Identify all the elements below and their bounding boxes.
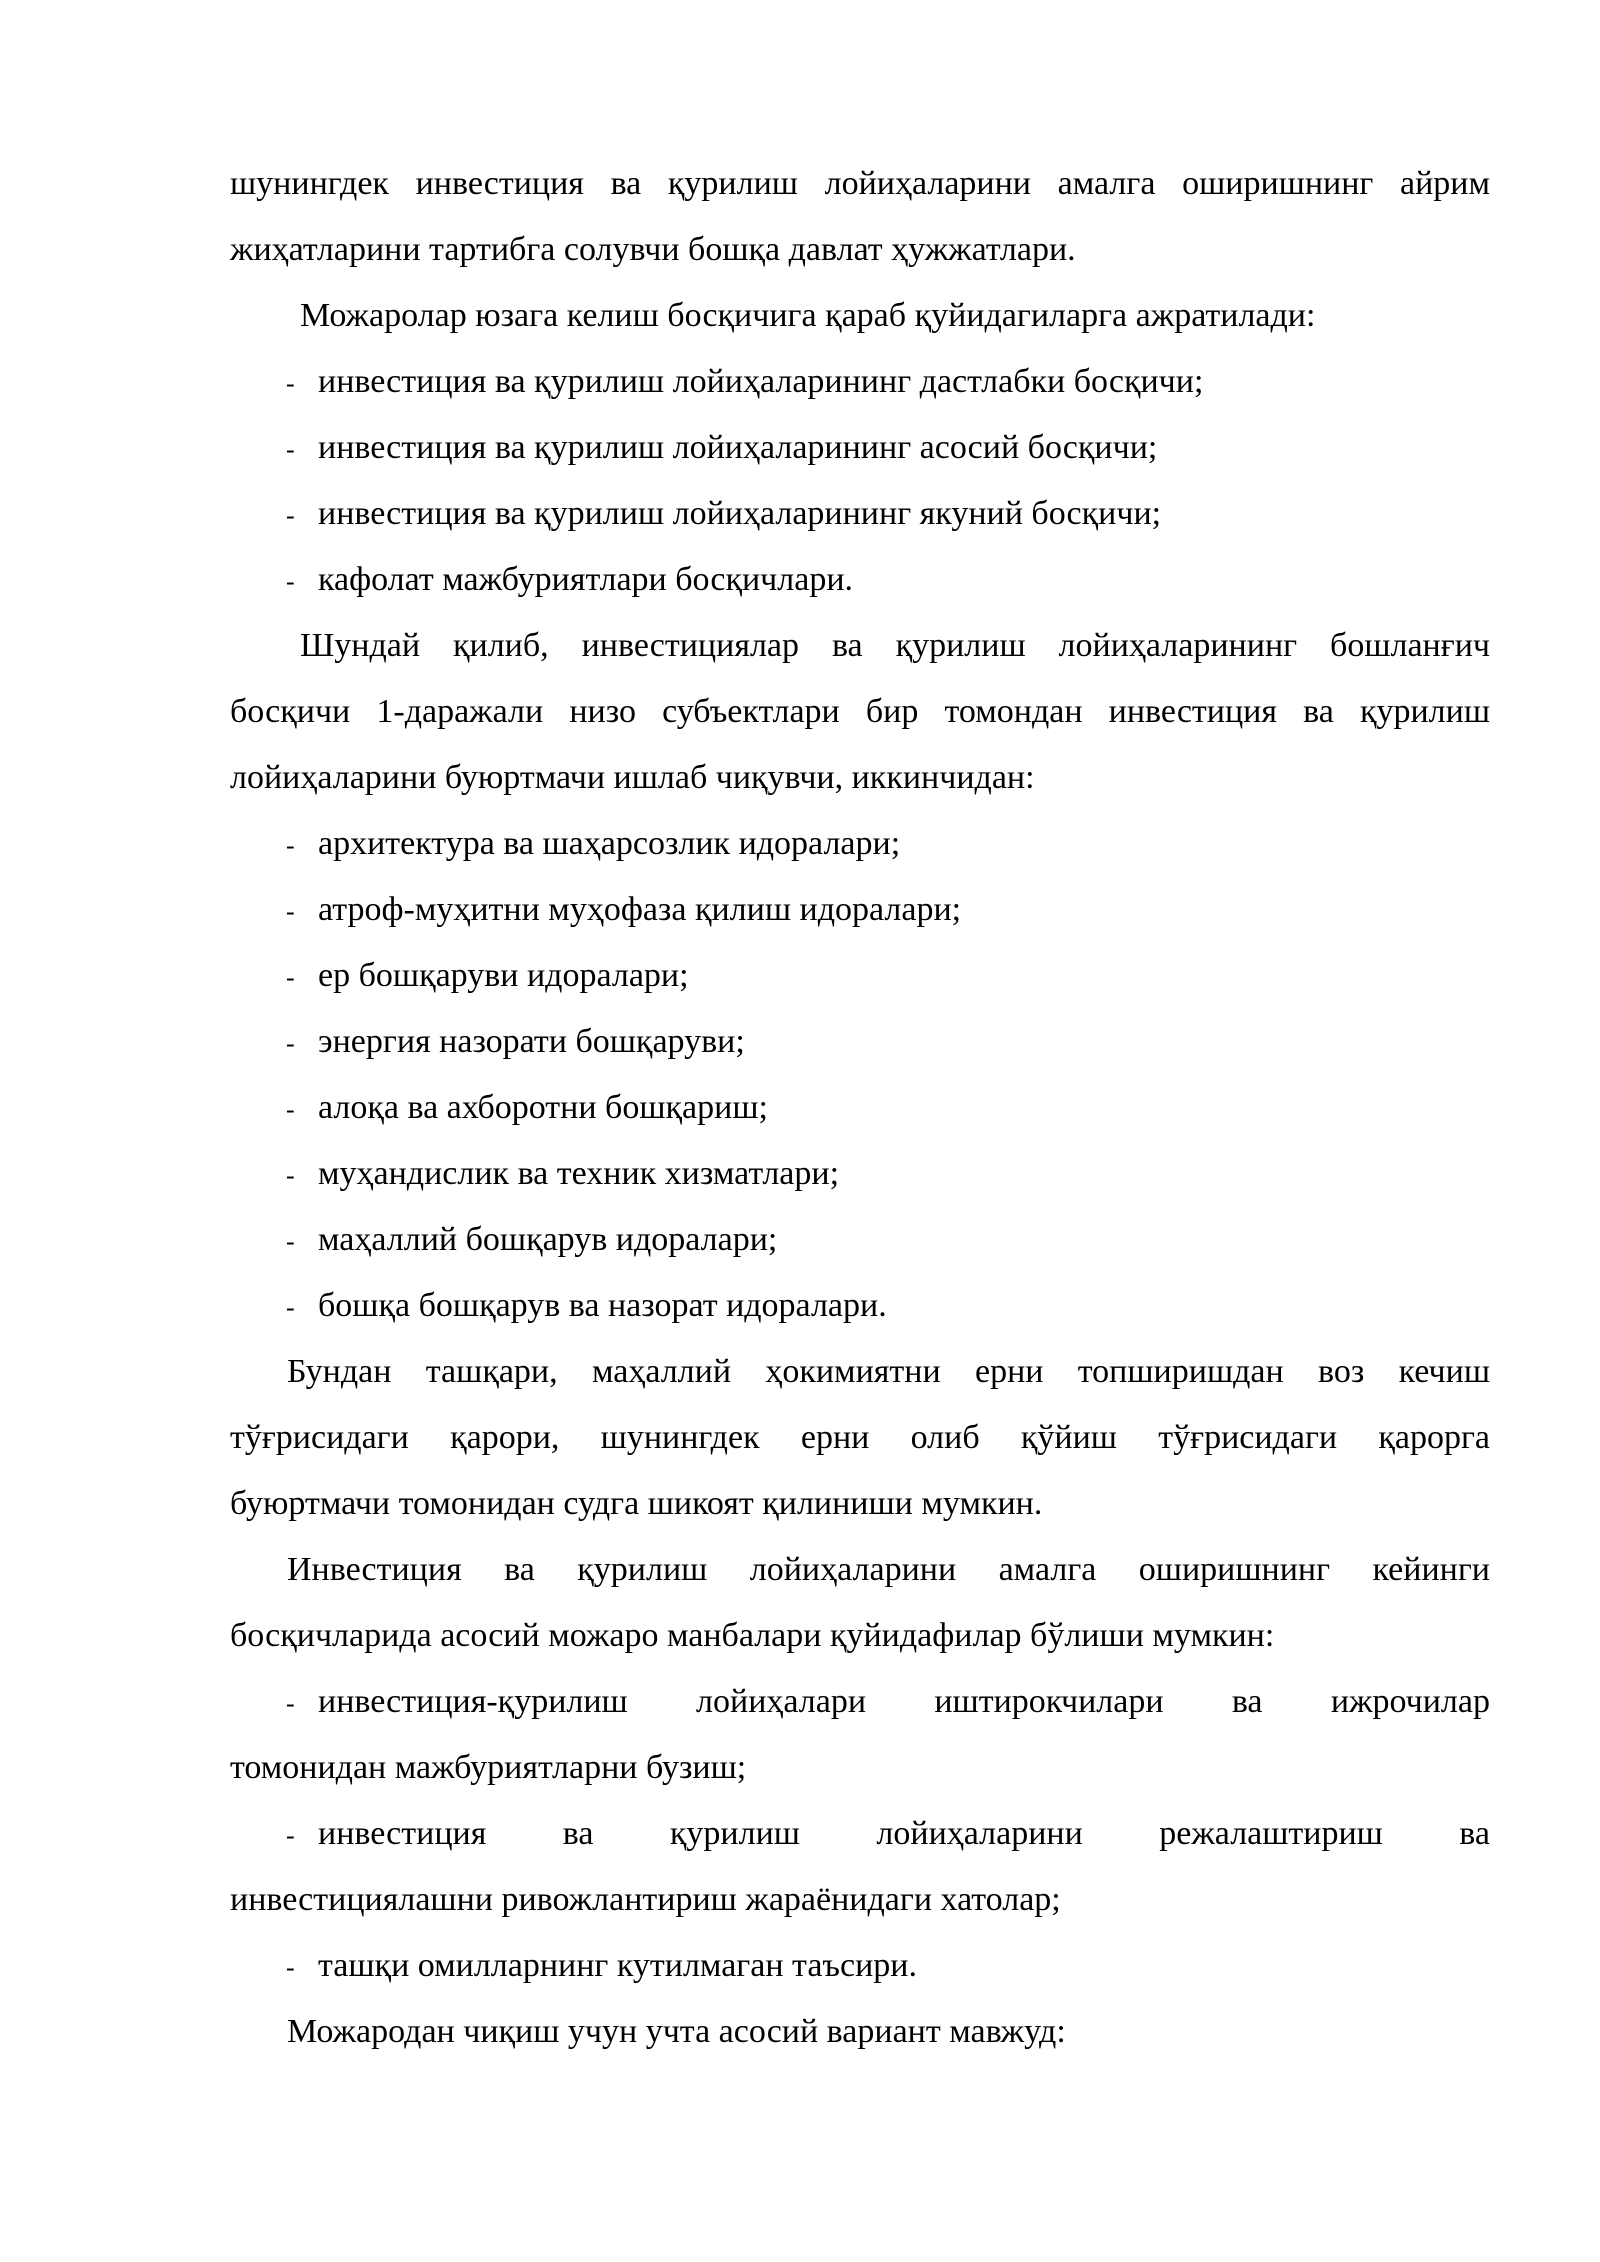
- list-item-text: инвестиция ва қурилиш лойиҳаларини режалаштириш ва: [318, 1815, 1490, 1852]
- list-item-text: бошқа бошқарув ва назорат идоралари.: [318, 1287, 887, 1324]
- list-item-text: муҳандислик ва техник хизматлари;: [318, 1155, 840, 1192]
- paragraph-line: Бундан ташқари, маҳаллий ҳокимиятни ерни топширишдан воз кечиш: [287, 1353, 1490, 1390]
- bullet-marker: -: [286, 1227, 295, 1256]
- list-item-text: инвестиция-қурилиш лойиҳалари иштирокчилари ва ижрочилар: [318, 1683, 1490, 1720]
- list-item: [230, 1141, 1490, 1207]
- list-item-text: алоқа ва ахборотни бошқариш;: [318, 1089, 768, 1126]
- list-item-text: инвестиция ва қурилиш лойиҳаларининг дастлабки босқичи;: [318, 363, 1204, 400]
- list-item-text: кафолат мажбуриятлари босқичлари.: [318, 561, 854, 598]
- bullet-marker: -: [286, 1095, 295, 1124]
- paragraph-line: буюртмачи томонидан судга шикоят қилиниши мумкин.: [230, 1485, 1043, 1522]
- bullet-marker: -: [286, 435, 295, 464]
- bullet-marker: -: [286, 1821, 295, 1850]
- list-item-text: ер бошқаруви идоралари;: [318, 957, 689, 994]
- bullet-marker: -: [286, 1161, 295, 1190]
- list-item-text: атроф-муҳитни муҳофаза қилиш идоралари;: [318, 891, 962, 928]
- list-item: [230, 349, 1490, 415]
- paragraph-line: шунингдек инвестиция ва қурилиш лойиҳаларини амалга оширишнинг айрим: [230, 165, 1490, 202]
- paragraph-line: жиҳатларини тартибга солувчи бошқа давлат ҳужжатлари.: [230, 231, 1076, 268]
- paragraph-line: босқичи 1-даражали низо субъектлари бир томондан инвестиция ва қурилиш: [230, 693, 1490, 730]
- list-item: [230, 1801, 1490, 1867]
- bullet-marker: -: [286, 1293, 295, 1322]
- list-item: [230, 415, 1490, 481]
- list-item-text: маҳаллий бошқарув идоралари;: [318, 1221, 778, 1258]
- bullet-marker: -: [286, 1029, 295, 1058]
- list-item: [230, 877, 1490, 943]
- list-item: [230, 1669, 1490, 1735]
- paragraph-line: лойиҳаларини буюртмачи ишлаб чиқувчи, иккинчидан:: [230, 759, 1035, 796]
- bullet-marker: -: [286, 963, 295, 992]
- list-item: [230, 481, 1490, 547]
- paragraph-line: Можародан чиқиш учун учта асосий вариант мавжуд:: [287, 2013, 1066, 2050]
- list-item-continuation: инвестициялашни ривожлантириш жараёнидаги хатолар;: [230, 1881, 1061, 1918]
- paragraph-line: Инвестиция ва қурилиш лойиҳаларини амалга оширишнинг кейинги: [287, 1551, 1490, 1588]
- bullet-marker: -: [286, 1689, 295, 1718]
- list-item: [230, 943, 1490, 1009]
- list-item-text: инвестиция ва қурилиш лойиҳаларининг асосий босқичи;: [318, 429, 1158, 466]
- list-item-text: ташқи омилларнинг кутилмаган таъсири.: [318, 1947, 917, 1984]
- bullet-marker: -: [286, 369, 295, 398]
- paragraph-line: босқичларида асосий можаро манбалари қуйидафилар бўлиши мумкин:: [230, 1617, 1275, 1654]
- document-body: [230, 151, 1490, 2065]
- list-item: [230, 1009, 1490, 1075]
- bullet-marker: -: [286, 567, 295, 596]
- list-item: [230, 1075, 1490, 1141]
- list-item: [230, 1273, 1490, 1339]
- list-item: [230, 1933, 1490, 1999]
- list-item-text: инвестиция ва қурилиш лойиҳаларининг якуний босқичи;: [318, 495, 1162, 532]
- list-item: [230, 547, 1490, 613]
- list-item: [230, 1207, 1490, 1273]
- list-item-text: энергия назорати бошқаруви;: [318, 1023, 745, 1060]
- bullet-marker: -: [286, 831, 295, 860]
- paragraph-line: Можаролар юзага келиш босқичига қараб қуйидагиларга ажратилади:: [300, 297, 1316, 334]
- list-item: [230, 811, 1490, 877]
- bullet-marker: -: [286, 897, 295, 926]
- list-item-text: архитектура ва шаҳарсозлик идоралари;: [318, 825, 901, 862]
- bullet-marker: -: [286, 501, 295, 530]
- bullet-marker: -: [286, 1953, 295, 1982]
- paragraph-line: тўғрисидаги қарори, шунингдек ерни олиб қўйиш тўғрисидаги қарорга: [230, 1419, 1490, 1456]
- list-item-continuation: томонидан мажбуриятларни бузиш;: [230, 1749, 747, 1786]
- paragraph-line: Шундай қилиб, инвестициялар ва қурилиш лойиҳаларининг бошланғич: [300, 627, 1490, 664]
